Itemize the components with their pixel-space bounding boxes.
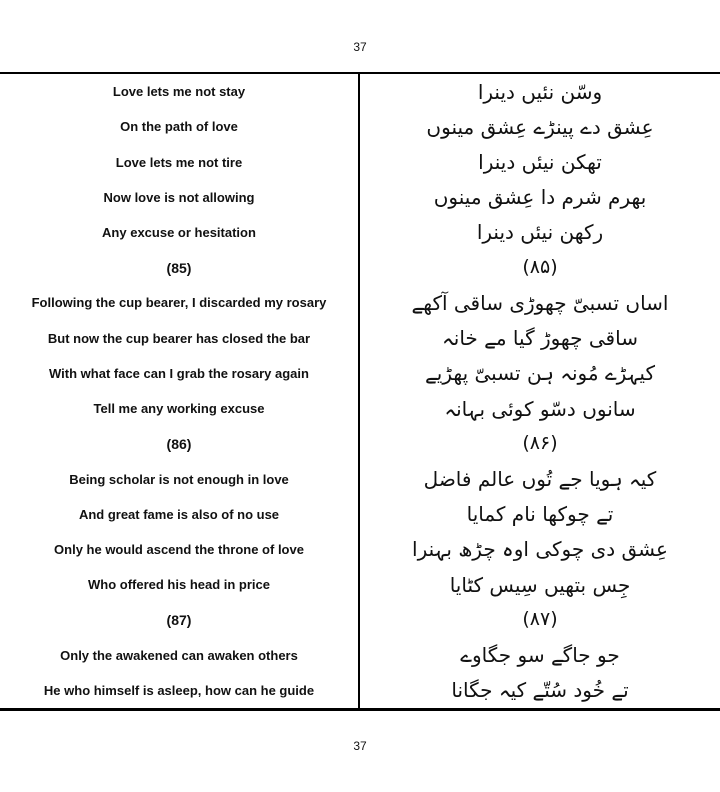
verse-row <box>0 461 720 496</box>
verse-row <box>0 74 720 109</box>
stanza-number-english: (85) <box>0 250 360 285</box>
urdu-verse: تے چوکھا نام کمایا <box>466 502 614 527</box>
english-verse: Now love is not allowing <box>0 180 360 215</box>
english-verse: Only he would ascend the throne of love <box>0 532 360 567</box>
verse-row <box>0 567 720 602</box>
urdu-verse: کیہڑے مُونہ ہن تسبیّ پھڑیے <box>425 361 655 386</box>
stanza-number-urdu: (۸۵) <box>522 256 558 279</box>
poetry-table <box>0 72 720 711</box>
english-verse: Any excuse or hesitation <box>0 215 360 250</box>
stanza-number-english: (86) <box>0 426 360 461</box>
stanza-number-row <box>0 250 720 285</box>
urdu-verse: عِشق دے پینڑے عِشق مینوں <box>426 114 654 139</box>
verse-row <box>0 532 720 567</box>
verse-row <box>0 215 720 250</box>
english-verse: He who himself is asleep, how can he guide <box>0 673 360 708</box>
page-header <box>0 0 720 72</box>
english-verse: On the path of love <box>0 109 360 144</box>
english-verse: Being scholar is not enough in love <box>0 461 360 496</box>
urdu-verse: وسّن نئیں دینرا <box>477 79 603 104</box>
urdu-verse: سانوں دسّو کوئی بہانہ <box>444 396 636 421</box>
english-verse: Tell me any working excuse <box>0 391 360 426</box>
verse-row <box>0 497 720 532</box>
page-number-bottom: 37 <box>353 739 367 753</box>
urdu-verse: اساں تسبیّ چھوڑی ساقی آکھے <box>411 290 669 315</box>
urdu-verse: ساقی چھوڑ گیا مے خانہ <box>442 326 638 351</box>
verse-row <box>0 109 720 144</box>
english-verse: Only the awakened can awaken others <box>0 638 360 673</box>
urdu-verse: کیہ ہویا جے تُوں عالم فاضل <box>423 467 657 492</box>
stanza-number-urdu: (۸۷) <box>522 608 558 631</box>
urdu-verse: بھرم شرم دا عِشق مینوں <box>433 185 647 210</box>
stanza-number-row <box>0 426 720 461</box>
english-verse: But now the cup bearer has closed the bar <box>0 321 360 356</box>
stanza-number-english: (87) <box>0 602 360 637</box>
page-number-top: 37 <box>353 40 367 54</box>
english-verse: Love lets me not stay <box>0 74 360 109</box>
verse-row <box>0 180 720 215</box>
verse-row <box>0 144 720 179</box>
verse-row <box>0 321 720 356</box>
verse-row <box>0 391 720 426</box>
urdu-verse: رکھن نیئں دینرا <box>476 220 604 245</box>
urdu-verse: تھکن نیئں دینرا <box>478 150 602 175</box>
english-verse: And great fame is also of no use <box>0 497 360 532</box>
urdu-verse: عِشق دی چوکی اوہ چڑھ بہنرا <box>412 537 668 562</box>
english-verse: Following the cup bearer, I discarded my rosary <box>0 285 360 320</box>
verse-row <box>0 673 720 708</box>
stanza-number-row <box>0 602 720 637</box>
stanza-number-urdu: (۸۶) <box>522 432 558 455</box>
english-verse: Love lets me not tire <box>0 144 360 179</box>
page-footer <box>0 711 720 792</box>
urdu-verse: تے خُود سُتّے کیہ جگانا <box>451 678 629 703</box>
urdu-verse: جو جاگے سو جگاوے <box>460 643 620 668</box>
verse-row <box>0 638 720 673</box>
verse-row <box>0 285 720 320</box>
urdu-verse: جِس بتھیں سِیس کٹایا <box>449 572 631 597</box>
verse-row <box>0 356 720 391</box>
english-verse: With what face can I grab the rosary again <box>0 356 360 391</box>
english-verse: Who offered his head in price <box>0 567 360 602</box>
